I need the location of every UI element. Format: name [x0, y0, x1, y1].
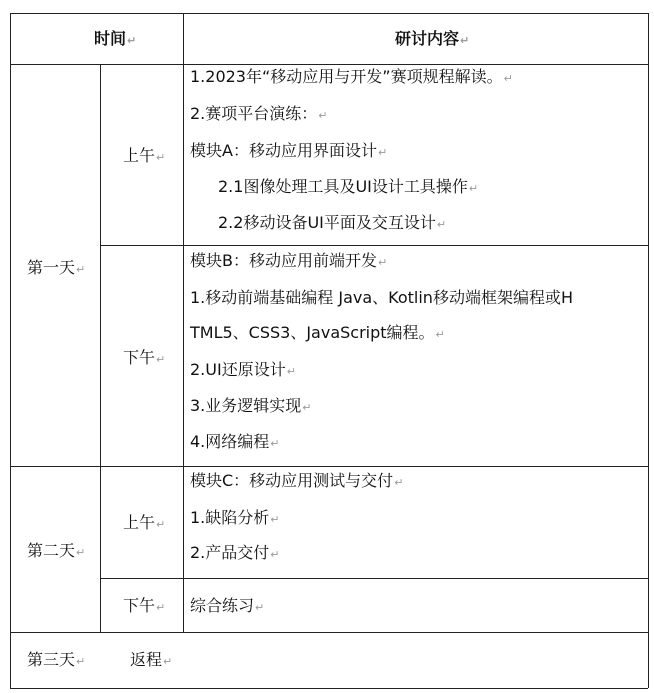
content-line: 1.2023年“移动应用与开发”赛项规程解读。↵ — [190, 67, 513, 86]
content-line: 模块C：移动应用测试与交付↵ — [190, 471, 404, 490]
content-line: 2.1图像处理工具及UI设计工具操作↵ — [218, 177, 479, 196]
content-line: 2.产品交付↵ — [190, 543, 280, 562]
table-divider — [10, 466, 648, 467]
table-divider — [100, 64, 101, 632]
content-line: 2.UI还原设计↵ — [190, 360, 296, 379]
table-divider — [183, 13, 184, 632]
content-line: 2.2移动设备UI平面及交互设计↵ — [218, 213, 447, 232]
period-label: 上午↵ — [123, 146, 166, 165]
day-label: 第三天↵ — [27, 650, 86, 669]
table-border-left — [10, 13, 11, 688]
table-divider — [10, 64, 648, 65]
content-line: 2.赛项平台演练：↵ — [190, 104, 328, 123]
content-line: 综合练习↵ — [190, 596, 265, 615]
period-label: 上午↵ — [123, 513, 166, 532]
content-line: 3.业务逻辑实现↵ — [190, 396, 312, 415]
day-label: 第二天↵ — [27, 541, 86, 560]
content-line: 模块A：移动应用界面设计↵ — [190, 141, 388, 160]
content-line: TML5、CSS3、JavaScript编程。↵ — [190, 323, 445, 342]
content-line: 4.网络编程↵ — [190, 432, 280, 451]
content-line: 1.移动前端基础编程 Java、Kotlin移动端框架编程或H — [190, 288, 573, 307]
table-border-right — [648, 13, 649, 688]
period-label: 下午↵ — [123, 596, 166, 615]
content-line: 模块B：移动应用前端开发↵ — [190, 251, 388, 270]
header-content: 研讨内容↵ — [395, 29, 470, 48]
table-border-top — [10, 13, 648, 14]
header-time: 时间↵ — [94, 29, 137, 48]
day-label: 第一天↵ — [27, 258, 86, 277]
content-line: 返程↵ — [130, 650, 173, 669]
table-divider — [10, 632, 648, 633]
content-line: 1.缺陷分析↵ — [190, 508, 280, 527]
table-border-bottom — [10, 688, 648, 689]
period-label: 下午↵ — [123, 348, 166, 367]
